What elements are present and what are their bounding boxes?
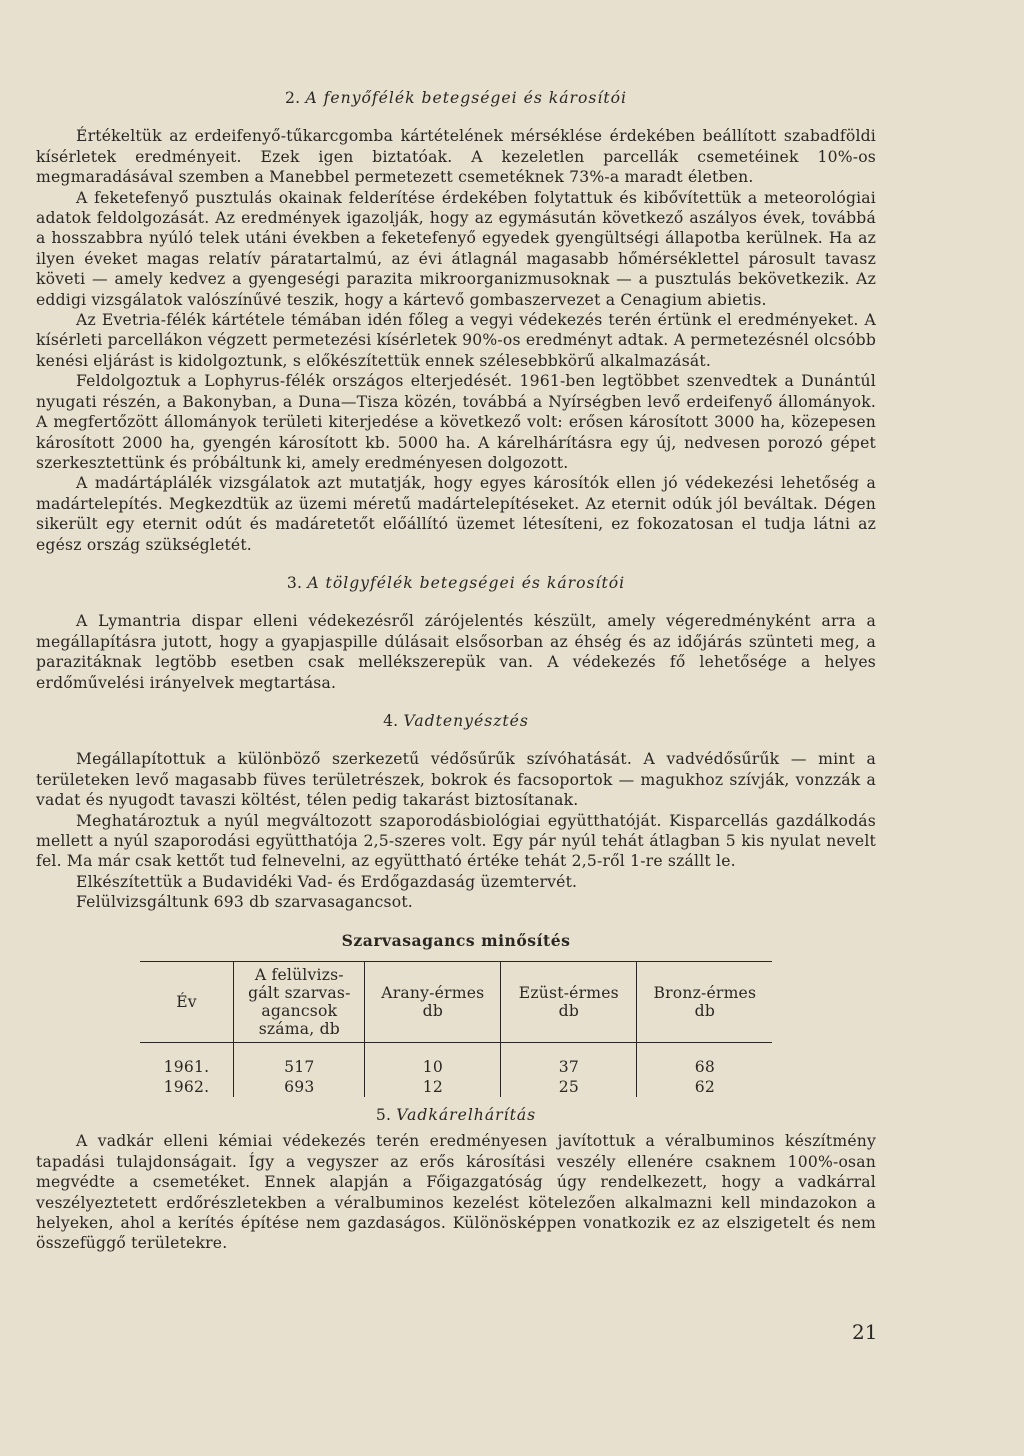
paragraph: A feketefenyő pusztulás okainak felderítése érdekében folytattuk és kibővítettük a meteorológiai adatok feldolgozását. Az eredmények igazolják, hogy az egymásután következő aszályos évek, továbbá a hosszabbra nyúló telek utáni években a feketefenyő egyedek gyengültségi állapotba kerülnek. Ha az ilyen éveket magas relatív páratartalmú, az évi átlagnál magasabb hőmérséklettel párosult tavasz követi — amely kedvez a gyengeségi parazita mikroorganizmusoknak — a pusztulás bekövetkezik. Az eddigi vizsgálatok valószínűvé teszik, hogy a kártevő gombaszervezet a Cenagium abietis. [36, 188, 876, 309]
document-body [36, 88, 876, 1254]
paragraph: Elkészítettük a Budavidéki Vad- és Erdőgazdaság üzemtervét. [76, 872, 578, 891]
section-title: A tölgyfélék betegségei és károsítói [307, 573, 626, 592]
paragraph: Feldolgoztuk a Lophyrus-félék országos elterjedését. 1961-ben legtöbbet szenvedtek a Dunántúl nyugati részén, a Bakonyban, a Duna—Tisza közén, továbbá a Nyírségben levő erdeifenyő állományok. A megfertőzött állományok területi kiterjedése a következő volt: erősen károsított 3000 ha, közepesen károsított 2000 ha, gyengén károsított kb. 5000 ha. A kárelhárításra egy új, nedvesen porozó gépet szerkesztettünk és próbáltunk ki, amely eredményesen dolgozott. [36, 372, 876, 472]
table-cell: 12 [365, 1077, 501, 1097]
paragraph: Értékeltük az erdeifenyő-tűkarcgomba kártételének mérséklése érdekében beállított szabadföldi kísérletek eredményeit. Ezek igen biztatóak. A kezeletlen parcellák csemetéinek 10%-os megmaradásával szemben a Manebbel permetezett csemetéknek 73%-a maradt életben. [36, 127, 876, 187]
table-row [140, 1077, 773, 1097]
section-number: 4. [383, 711, 399, 730]
table-cell: 517 [234, 1043, 365, 1078]
table-cell: 693 [234, 1077, 365, 1097]
table-cell: 25 [501, 1077, 637, 1097]
page-number: 21 [852, 1320, 878, 1344]
section-number: 3. [286, 573, 303, 592]
table-cell: 68 [637, 1043, 773, 1078]
column-header: Arany-érmes db [365, 962, 501, 1043]
table-cell: 62 [637, 1077, 773, 1097]
column-header: A felülvizs-gált szarvas-agancsok száma, db [234, 962, 365, 1043]
paragraph: A vadkár elleni kémiai védekezés terén eredményesen javítottuk a véralbuminos készítmény tapadási tulajdonságait. Így a vegyszer az erős károsítási veszély ellenére csaknem 100%-osan megvédte a csemetéket. Ennek alapján a Főigazgatóság úgy rendelkezett, hogy a vadkárral veszélyeztetett erdőrészletekben a véralbuminos kezelést kötelezően alkalmazni kell mindazokon a helyeken, ahol a kerítés építése nem gazdaságos. Különösképpen vonatkozik ez az elszigetelt és nem összefüggő területekre. [36, 1132, 876, 1253]
section-title: Vadkárelhárítás [396, 1106, 537, 1125]
table-header-row [140, 962, 773, 1043]
table-cell: 1961. [163, 1058, 210, 1077]
section-heading [36, 711, 876, 731]
paragraph: Felülvizsgáltunk 693 db szarvasagancsot. [76, 893, 413, 912]
section-title: Vadtenyésztés [403, 711, 529, 730]
section-heading [36, 88, 876, 108]
table-cell: 1962. [163, 1078, 210, 1097]
table-row [140, 1043, 773, 1078]
paragraph: Meghatároztuk a nyúl megváltozott szaporodásbiológiai együtthatóját. Kisparcellás gazdálkodás mellett a nyúl szaporodási együtthatója 2,5-szeres volt. Egy pár nyúl tehát átlagban 5 kis nyulat nevelt fel. Ma már csak kettőt tud felnevelni, az együttható értéke tehát 2,5-ről 1-re szállt le. [36, 811, 876, 871]
column-header: Év [140, 962, 234, 1043]
section-heading [36, 573, 876, 593]
table-caption: Szarvasagancs minősítés [341, 930, 571, 950]
column-header: Bronz-érmes db [637, 962, 773, 1043]
section-number: 2. [284, 89, 301, 107]
paragraph: Megállapítottuk a különböző szerkezetű védősűrűk szívóhatását. A vadvédősűrűk — mint a területeken levő magasabb füves területrészek, bokrok és facsoportok — magukhoz szívják, vonzzák a vadat és nyugodt tavaszi költést, télen pedig takarást biztosítanak. [36, 750, 876, 810]
paragraph: A madártáplálék vizsgálatok azt mutatják, hogy egyes károsítók ellen jó védekezési lehetőség a madártelepítés. Megkezdtük az üzemi méretű madártelepítéseket. Az eternit odúk jól beváltak. Dégen sikerült egy eternit odút és madáretetőt előállító üzemet létesíteni, ez fokozatosan el tudja látni az egész ország szükségletét. [36, 474, 876, 554]
table-cell: 37 [501, 1043, 637, 1078]
section-heading [36, 1105, 876, 1125]
section-number: 5. [375, 1106, 392, 1125]
antler-table [140, 961, 773, 1097]
paragraph: Az Evetria-félék kártétele témában idén főleg a vegyi védekezés terén értünk el eredményeket. A kísérleti parcellákon végzett permetezési kísérletek 90%-os eredményt adtak. A permetezésnél olcsóbb kenési eljárást is kidolgoztunk, s előkészítettük ennek szélesebbkörű alkalmazását. [36, 311, 876, 370]
table-cell: 10 [365, 1043, 501, 1078]
section-title: A fenyőfélék betegségei és károsítói [305, 89, 627, 107]
paragraph: A Lymantria dispar elleni védekezésről zárójelentés készült, amely végeredményként arra a megállapításra jutott, hogy a gyapjaspille dúlásait elsősorban az éhség és az időjárás szünteti meg, a parazitáknak legtöbb esetben csak mellékszerepük van. A védekezés fő lehetősége a helyes erdőművelési irányelvek megtartása. [36, 612, 876, 692]
column-header: Ezüst-érmes db [501, 962, 637, 1043]
